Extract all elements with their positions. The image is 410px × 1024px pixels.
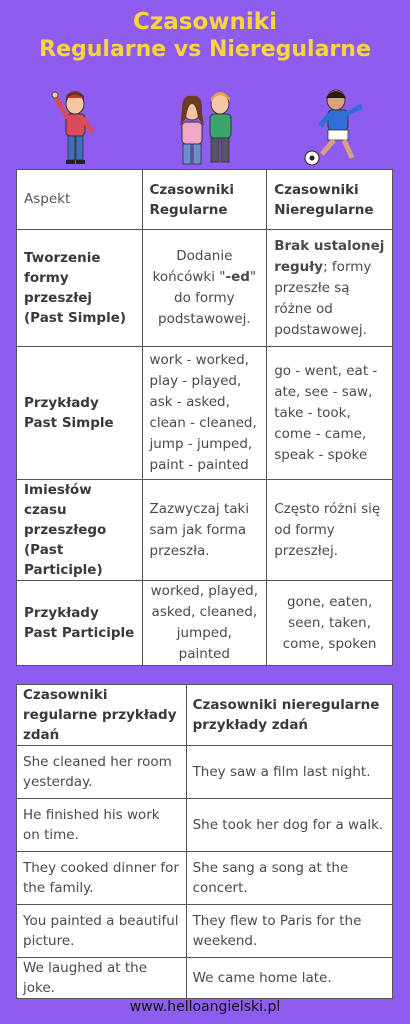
row-irregular: gone, eaten, seen, taken, come, spoken (267, 581, 393, 666)
irregular-example: She took her dog for a walk. (186, 799, 392, 852)
header-regular: Czasowniki Regularne (142, 170, 267, 230)
regular-ending: -ed (225, 269, 250, 285)
girl-and-boy-illustration (180, 92, 231, 164)
table-row (17, 581, 393, 666)
regular-example: He finished his work on time. (17, 799, 187, 852)
row-regular: worked, played, asked, cleaned, jumped, painted (142, 581, 267, 666)
row-irregular: go - went, eat - ate, see - saw, take - took, come - came, speak - spoke (267, 347, 393, 480)
table-header-row (17, 170, 393, 230)
row-irregular: Często różni się od formy przeszłej. (267, 480, 393, 581)
header-irregular-examples: Czasowniki nieregularne przykłady zdań (186, 685, 392, 746)
irregular-example: They saw a film last night. (186, 746, 392, 799)
waving-boy-illustration (52, 91, 92, 164)
title-line-1: Czasowniki (133, 9, 277, 35)
table-row (17, 347, 393, 480)
header-irregular: Czasowniki Nieregularne (267, 170, 393, 230)
header-aspect: Aspekt (17, 170, 143, 230)
regular-example: We laughed at the joke. (17, 958, 187, 999)
irregular-example: They flew to Paris for the weekend. (186, 905, 392, 958)
table-row (17, 230, 393, 347)
irregular-example: She sang a song at the concert. (186, 852, 392, 905)
table-row (17, 480, 393, 581)
table-row (17, 905, 393, 958)
row-regular: work - worked, play - played, ask - asked, clean - cleaned, jump - jumped, paint - painted (142, 347, 267, 480)
irregular-example: We came home late. (186, 958, 392, 999)
table-row (17, 746, 393, 799)
regular-example: She cleaned her room yesterday. (17, 746, 187, 799)
row-aspect: Tworzenie formy przeszłej (Past Simple) (17, 230, 143, 347)
illustration-children (0, 82, 410, 170)
regular-text-pre: Dodanie końcówki " (152, 248, 233, 285)
irregular-bold-text: Brak ustalonej reguły (274, 237, 385, 275)
table-row (17, 852, 393, 905)
football-boy-illustration (305, 90, 362, 165)
website-url: www.helloangielski.pl (129, 999, 281, 1015)
irregular-text-post: ; formy przeszłe są różne od podstawowej. (274, 258, 372, 338)
row-irregular (267, 230, 393, 347)
title-line-2: Regularne vs Nieregularne (39, 37, 371, 62)
row-regular (142, 230, 267, 347)
regular-example: You painted a beautiful picture. (17, 905, 187, 958)
table-row (17, 799, 393, 852)
table-row (17, 958, 393, 999)
regular-text-post: " do formy podstawowej. (158, 269, 257, 327)
comparison-table (16, 169, 393, 666)
row-aspect: Przykłady Past Participle (17, 581, 143, 666)
row-aspect: Imiesłów czasu przeszłego (Past Participle) (17, 480, 143, 581)
regular-example: They cooked dinner for the family. (17, 852, 187, 905)
row-aspect: Przykłady Past Simple (17, 347, 143, 480)
header-regular-examples: Czasowniki regularne przykłady zdań (17, 685, 187, 746)
table-header-row (17, 685, 393, 746)
page-title (0, 8, 410, 64)
row-regular: Zazwyczaj taki sam jak forma przeszła. (142, 480, 267, 581)
example-sentences-table (16, 684, 393, 999)
